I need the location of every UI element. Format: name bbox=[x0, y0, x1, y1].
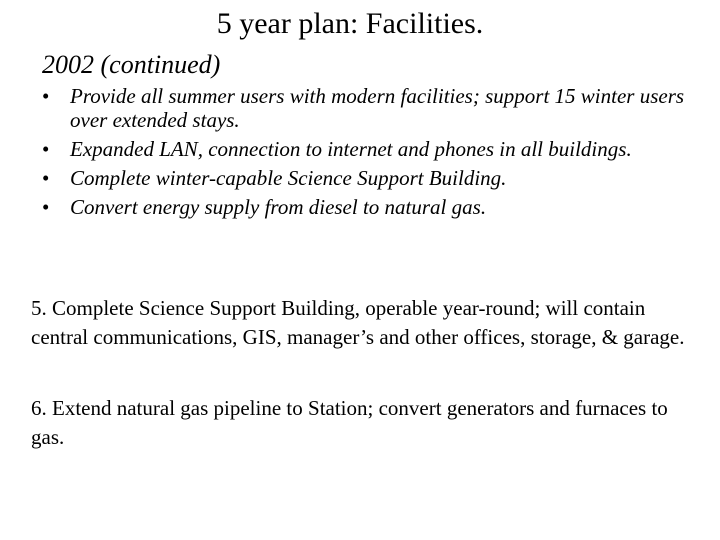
bullet-icon: • bbox=[42, 166, 50, 190]
bullet-text: Convert energy supply from diesel to natural gas. bbox=[70, 195, 487, 219]
bullet-text: Provide all summer users with modern facilities; support 15 winter users over extended stays. bbox=[70, 84, 685, 132]
bullet-list bbox=[0, 84, 700, 224]
slide-subtitle: 2002 (continued) bbox=[42, 50, 221, 79]
bullet-icon: • bbox=[42, 84, 50, 108]
bullet-item bbox=[0, 137, 700, 161]
bullet-item bbox=[0, 195, 700, 219]
paragraph-item-6: 6. Extend natural gas pipeline to Station; convert generators and furnaces to gas. bbox=[31, 396, 668, 449]
slide-title: 5 year plan: Facilities. bbox=[216, 7, 484, 40]
bullet-text: Complete winter-capable Science Support Building. bbox=[70, 166, 507, 190]
bullet-icon: • bbox=[42, 137, 50, 161]
bullet-item bbox=[0, 166, 700, 190]
bullet-icon: • bbox=[42, 195, 50, 219]
bullet-item bbox=[0, 84, 700, 132]
paragraph-item-5: 5. Complete Science Support Building, operable year-round; will contain central communications, GIS, manager’s and other offices, storage, & garage. bbox=[31, 296, 685, 349]
bullet-text: Expanded LAN, connection to internet and phones in all buildings. bbox=[70, 137, 632, 161]
